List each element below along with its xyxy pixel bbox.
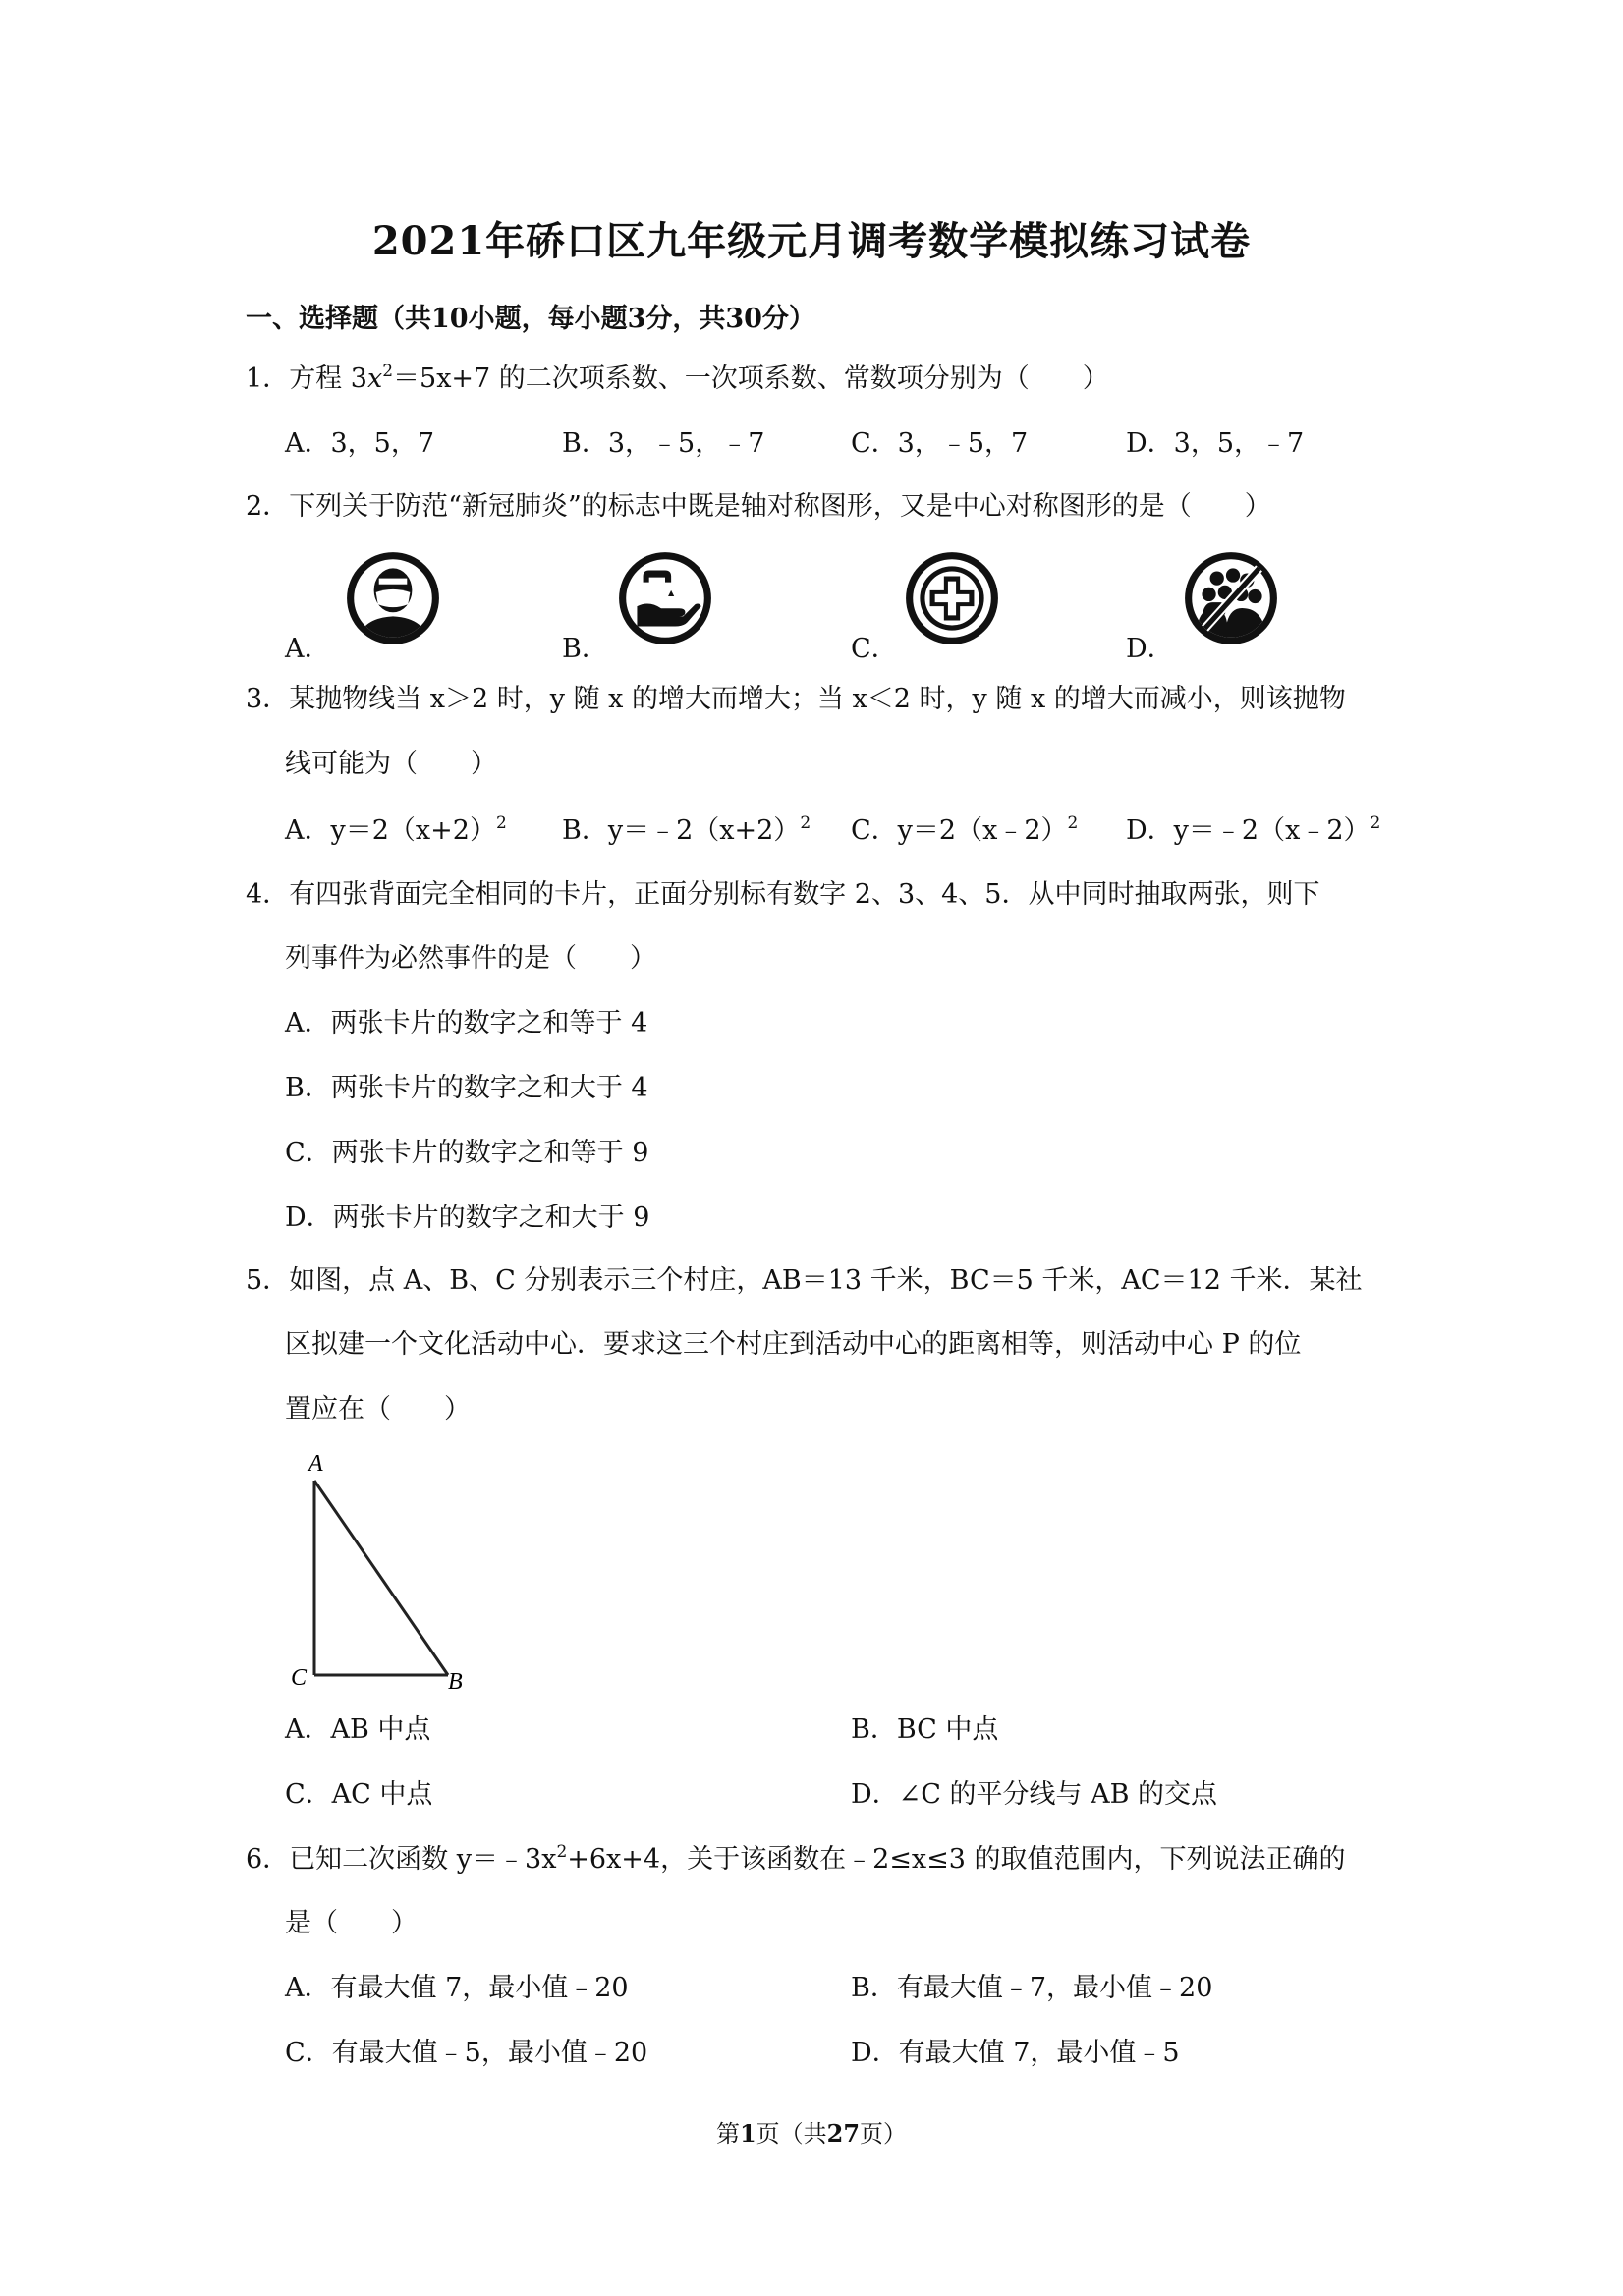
q6-option-c: C．有最大值﹣5，最小值﹣20 bbox=[285, 2038, 648, 2068]
question-number: 6． bbox=[246, 1844, 290, 1875]
q4-option-c: C．两张卡片的数字之和等于 9 bbox=[285, 1138, 649, 1168]
vertex-label-c: C bbox=[291, 1665, 308, 1691]
q6-option-d: D．有最大值 7，最小值﹣5 bbox=[851, 2038, 1180, 2068]
question-number: 2． bbox=[246, 491, 290, 522]
q3-option-a bbox=[285, 815, 507, 847]
question-6-text: 已知二次函数 y＝﹣3x bbox=[289, 1844, 557, 1875]
vertex-label-b: B bbox=[448, 1669, 463, 1695]
q1-option-c: C．3，﹣5，7 bbox=[851, 428, 1029, 459]
option-expression: y＝﹣2（x+2） bbox=[607, 815, 801, 846]
question-5-line-1 bbox=[246, 1265, 1363, 1297]
q1-option-d: D．3，5，﹣7 bbox=[1126, 428, 1305, 459]
footer-suffix: 页） bbox=[860, 2120, 908, 2148]
exam-title: 2021年硚口区九年级元月调考数学模拟练习试卷 bbox=[371, 218, 1252, 264]
question-number: 5． bbox=[246, 1265, 290, 1296]
question-1-x: x bbox=[366, 364, 383, 394]
q3-option-b bbox=[562, 815, 811, 847]
q5-option-a: A．AB 中点 bbox=[285, 1714, 431, 1745]
medical-cross-icon bbox=[902, 548, 1002, 648]
question-2 bbox=[246, 491, 1271, 523]
question-number: 3． bbox=[246, 684, 290, 714]
question-5-text: 如图，点 A、B、C 分别表示三个村庄，AB＝13 千米，BC＝5 千米，AC＝12 千米．某社 bbox=[289, 1265, 1363, 1296]
q6-option-b: B．有最大值﹣7，最小值﹣20 bbox=[851, 1973, 1213, 2003]
q1-option-b: B．3，﹣5，﹣7 bbox=[562, 428, 765, 459]
q5-option-d: D．∠C 的平分线与 AB 的交点 bbox=[851, 1779, 1218, 1810]
option-expression: y＝2（x﹣2） bbox=[897, 815, 1068, 846]
q4-option-a: A．两张卡片的数字之和等于 4 bbox=[285, 1008, 648, 1038]
q3-option-c bbox=[851, 815, 1078, 847]
q2-option-d: D． bbox=[1126, 634, 1174, 664]
option-exponent: 2 bbox=[800, 813, 812, 833]
question-6-exponent: 2 bbox=[556, 1842, 568, 1862]
question-6-text-b: +6x+4，关于该函数在﹣2≤x≤3 的取值范围内，下列说法正确的 bbox=[567, 1844, 1346, 1875]
option-exponent: 2 bbox=[495, 813, 507, 833]
option-expression: y＝﹣2（x﹣2） bbox=[1173, 815, 1371, 846]
question-4-text: 有四张背面完全相同的卡片，正面分别标有数字 2、3、4、5．从中同时抽取两张，则下 bbox=[289, 879, 1320, 910]
question-number: 1． bbox=[246, 364, 290, 394]
total-pages: 27 bbox=[826, 2119, 861, 2148]
q1-option-a: A．3，5，7 bbox=[285, 428, 435, 459]
q5-option-c: C．AC 中点 bbox=[285, 1779, 433, 1810]
option-expression: y＝2（x+2） bbox=[330, 815, 496, 846]
section-heading: 一、选择题（共10小题，每小题3分，共30分） bbox=[246, 304, 815, 334]
question-3-line-1 bbox=[246, 684, 1346, 715]
hand-washing-icon bbox=[615, 548, 715, 648]
question-5-line-3: 置应在（ ） bbox=[285, 1394, 471, 1425]
q5-option-b: B．BC 中点 bbox=[851, 1714, 999, 1745]
option-exponent: 2 bbox=[1370, 813, 1381, 833]
page-footer bbox=[0, 2114, 1623, 2149]
q4-option-d: D．两张卡片的数字之和大于 9 bbox=[285, 1203, 650, 1233]
question-1-exponent: 2 bbox=[382, 362, 394, 381]
question-1 bbox=[246, 364, 1109, 395]
footer-middle: 页（共 bbox=[756, 2120, 827, 2148]
q4-option-b: B．两张卡片的数字之和大于 4 bbox=[285, 1073, 648, 1103]
question-6-line-2: 是（ ） bbox=[285, 1908, 418, 1938]
footer-prefix: 第 bbox=[715, 2120, 740, 2148]
question-3-line-2: 线可能为（ ） bbox=[285, 749, 497, 779]
q2-option-c: C． bbox=[851, 634, 898, 664]
page-number: 1 bbox=[739, 2119, 756, 2148]
question-2-text: 下列关于防范“新冠肺炎”的标志中既是轴对称图形，又是中心对称图形的是（ ） bbox=[289, 491, 1271, 522]
masked-person-icon bbox=[343, 548, 443, 648]
option-label: B． bbox=[562, 815, 608, 846]
vertex-label-a: A bbox=[308, 1451, 323, 1477]
question-4-line-2: 列事件为必然事件的是（ ） bbox=[285, 943, 656, 974]
q6-option-a: A．有最大值 7，最小值﹣20 bbox=[285, 1973, 629, 2003]
question-5-line-2: 区拟建一个文化活动中心．要求这三个村庄到活动中心的距离相等，则活动中心 P 的位 bbox=[285, 1329, 1302, 1360]
q3-option-d bbox=[1126, 815, 1380, 847]
question-number: 4． bbox=[246, 879, 290, 910]
question-3-text: 某抛物线当 x＞2 时，y 随 x 的增大而增大；当 x＜2 时，y 随 x 的增大而减小，则该抛物 bbox=[289, 684, 1346, 714]
q2-option-b: B． bbox=[562, 634, 608, 664]
question-1-post: ＝5x+7 的二次项系数、一次项系数、常数项分别为（ ） bbox=[393, 364, 1109, 394]
option-label: C． bbox=[851, 815, 898, 846]
q2-option-a: A． bbox=[285, 634, 331, 664]
no-crowd-icon bbox=[1181, 548, 1281, 648]
question-1-pre: 方程 3 bbox=[289, 364, 367, 394]
option-label: D． bbox=[1126, 815, 1174, 846]
triangle-figure bbox=[285, 1449, 481, 1695]
option-label: A． bbox=[285, 815, 331, 846]
question-4-line-1 bbox=[246, 879, 1319, 911]
question-6-line-1 bbox=[246, 1844, 1346, 1876]
option-exponent: 2 bbox=[1067, 813, 1079, 833]
